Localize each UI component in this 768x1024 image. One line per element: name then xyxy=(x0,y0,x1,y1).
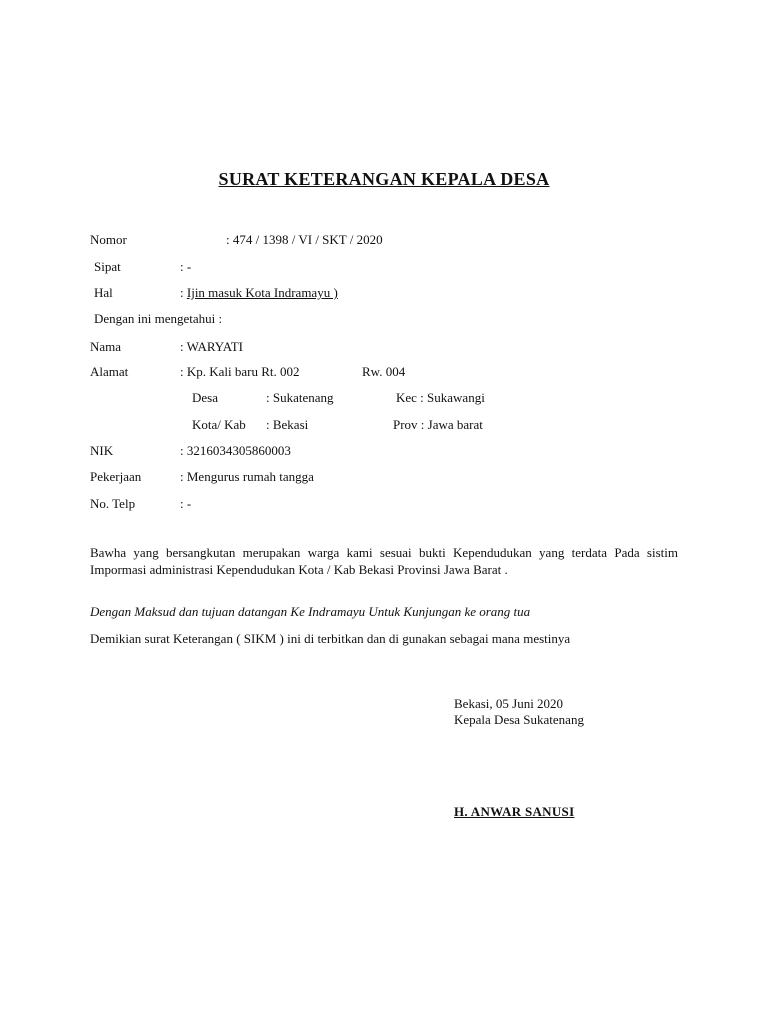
hal-value-row xyxy=(180,285,338,301)
nik-value: : 3216034305860003 xyxy=(180,443,291,458)
sipat-value: : - xyxy=(180,259,192,274)
document-title: SURAT KETERANGAN KEPALA DESA xyxy=(218,169,550,189)
pekerjaan-label: Pekerjaan xyxy=(90,469,142,484)
kota-value: : Bekasi xyxy=(266,417,309,432)
desa-value: : Sukatenang xyxy=(266,390,334,405)
pekerjaan-value: : Mengurus rumah tangga xyxy=(180,469,314,484)
signature-position: Kepala Desa Sukatenang xyxy=(454,712,584,727)
nik-label: NIK xyxy=(90,443,114,458)
sipat-label: Sipat xyxy=(94,259,121,274)
paragraph-closing: Demikian surat Keterangan ( SIKM ) ini di terbitkan dan di gunakan sebagai mana mestinya xyxy=(90,631,571,646)
nomor-label: Nomor xyxy=(90,232,127,247)
nomor-value: : 474 / 1398 / VI / SKT / 2020 xyxy=(226,232,383,247)
provinsi: Prov : Jawa barat xyxy=(393,417,483,432)
kecamatan: Kec : Sukawangi xyxy=(396,390,485,405)
alamat-value: : Kp. Kali baru Rt. 002 xyxy=(180,364,300,379)
hal-label: Hal xyxy=(94,285,113,300)
alamat-rw: Rw. 004 xyxy=(362,364,406,379)
kota-label: Kota/ Kab xyxy=(192,417,246,432)
telp-label: No. Telp xyxy=(90,496,136,511)
telp-value: : - xyxy=(180,496,192,511)
desa-label: Desa xyxy=(192,390,218,405)
signature-name: H. ANWAR SANUSI xyxy=(454,804,575,819)
paragraph-statement: Bawha yang bersangkutan merupakan warga kami sesuai bukti Kependudukan yang terdata Pada sistim Impormasi administrasi Kependudukan Kota / Kab Bekasi Provinsi Jawa Barat . xyxy=(90,545,678,577)
nama-label: Nama xyxy=(90,339,122,354)
signature-place-date: Bekasi, 05 Juni 2020 xyxy=(454,696,564,711)
paragraph-purpose: Dengan Maksud dan tujuan datangan Ke Indramayu Untuk Kunjungan ke orang tua xyxy=(90,604,531,619)
hal-value: Ijin masuk Kota Indramayu ) xyxy=(186,285,338,300)
nama-value: : WARYATI xyxy=(180,339,243,354)
hal-colon: : xyxy=(180,285,184,300)
alamat-label: Alamat xyxy=(90,364,129,379)
intro-text: Dengan ini mengetahui : xyxy=(94,311,223,326)
